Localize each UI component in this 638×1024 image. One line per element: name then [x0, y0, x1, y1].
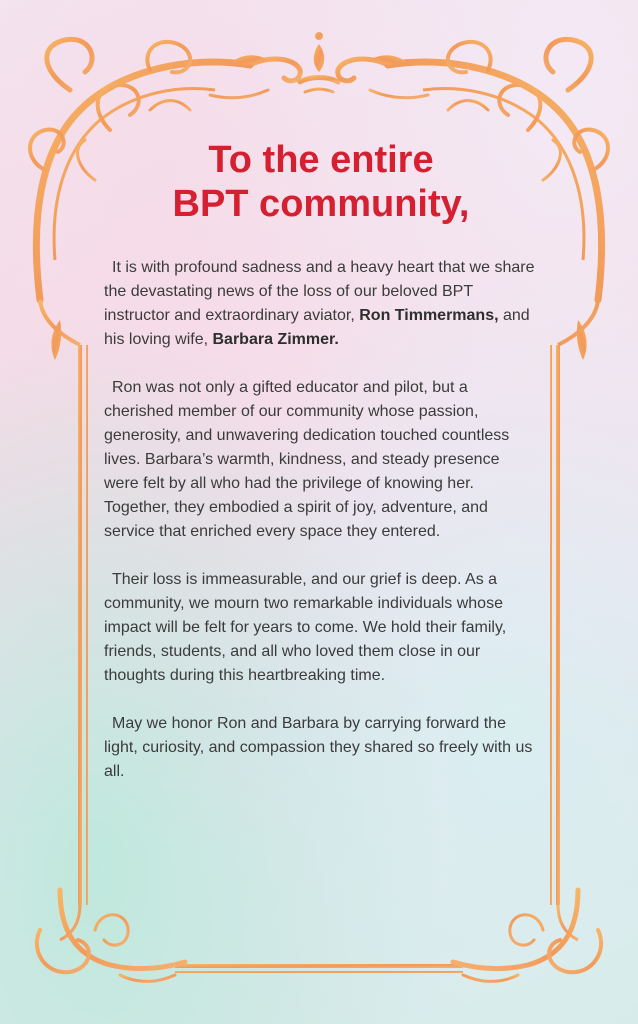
paragraph-2: Ron was not only a gifted educator and pilot, but a cherished member of our community whose passion, generosity, and unwavering dedication touched countless lives. Barbara’s warmth, kindness, and steady presence were felt by all who had the privilege of knowing her. Together, they embodied a spirit of joy, adventure, and service that enriched every space they entered. [104, 379, 510, 540]
page-title [104, 138, 538, 226]
paragraph-1-text-a: It is with profound sadness and a heavy heart that we share the devastating news of the loss of our beloved BPT instructor and extraordinary aviator, [104, 259, 535, 324]
letter-content [104, 138, 538, 808]
name-ron: Ron Timmermans, [359, 307, 499, 324]
paragraph-4: May we honor Ron and Barbara by carrying forward the light, curiosity, and compassion they shared so freely with us all. [104, 715, 533, 780]
paragraph-1 [104, 256, 538, 352]
paragraph-3: Their loss is immeasurable, and our grief is deep. As a community, we mourn two remarkable individuals whose impact will be felt for years to come. We hold their family, friends, students, and all who loved them close in our thoughts during this heartbreaking time. [104, 571, 507, 684]
title-line-1: To the entire [208, 139, 434, 181]
name-barbara: Barbara Zimmer. [212, 331, 339, 348]
title-line-2: BPT community, [172, 183, 470, 225]
paragraph-1-text-b: and his loving wife, [104, 307, 530, 348]
